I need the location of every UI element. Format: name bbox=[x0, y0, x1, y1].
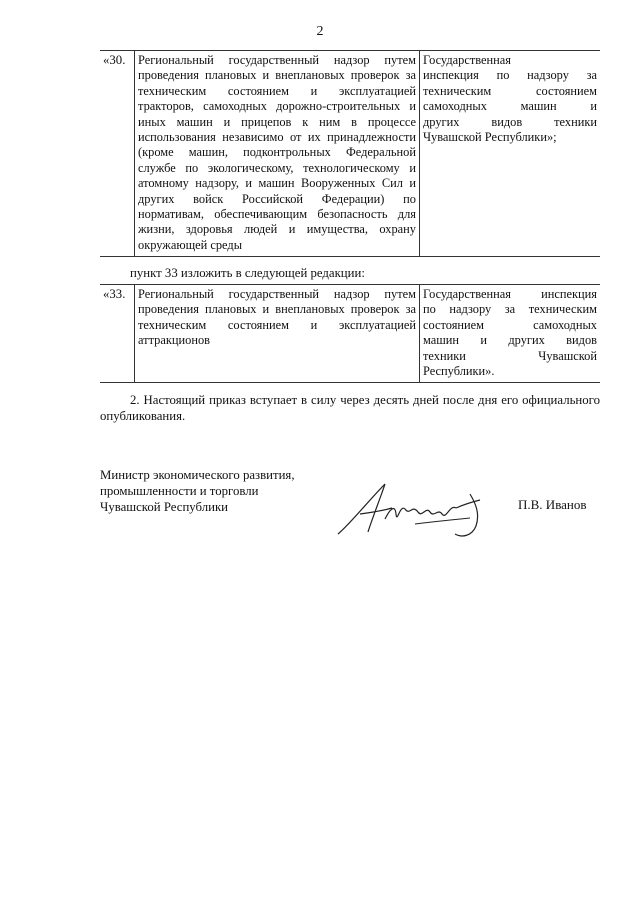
text-line: Государственная инспекция bbox=[423, 287, 597, 301]
text-line: проведения плановых и внеплановых проверок за bbox=[138, 68, 416, 83]
supervision-description bbox=[135, 285, 420, 383]
responsible-authority bbox=[420, 285, 601, 383]
item-number: «30. bbox=[100, 51, 135, 257]
text-line: аттракционов bbox=[138, 333, 211, 348]
text-line: проведения плановых и внеплановых проверок за bbox=[138, 302, 416, 317]
signer-name: П.В. Иванов bbox=[518, 497, 587, 512]
text-line: техническим состоянием bbox=[423, 83, 597, 98]
text-line: самоходных машин и bbox=[423, 99, 597, 114]
text-line: техническим состоянием и эксплуатацией bbox=[138, 317, 416, 332]
paragraph-line: опубликования. bbox=[100, 409, 186, 423]
handwritten-signature bbox=[330, 474, 510, 544]
text-line: техники Чувашской bbox=[423, 348, 597, 363]
title-line: Министр экономического развития, bbox=[100, 468, 295, 482]
text-line: Республики». bbox=[423, 364, 495, 379]
text-line: жизни, здоровья людей и имущества, охрану bbox=[138, 222, 416, 237]
title-line: промышленности и торговли bbox=[100, 484, 259, 498]
page-number: 2 bbox=[316, 24, 324, 39]
text-line: инспекция по надзору за bbox=[423, 68, 597, 83]
responsible-authority bbox=[420, 51, 601, 257]
text-line: окружающей среды bbox=[138, 237, 243, 252]
text-line: Региональный государственный надзор путем bbox=[138, 53, 416, 67]
text-line: машин и других видов bbox=[423, 333, 597, 348]
signatory-title bbox=[100, 467, 295, 515]
text-line: Чувашской Республики»; bbox=[423, 130, 557, 145]
text-line: других войск Российской Федерации) по bbox=[138, 191, 416, 206]
intro-text: пункт 33 изложить в следующей редакции: bbox=[130, 266, 365, 280]
text-line: использования независимо от их принадлежности bbox=[138, 130, 416, 145]
text-line: других видов техники bbox=[423, 114, 597, 129]
supervision-description bbox=[135, 51, 420, 257]
text-line: состоянием самоходных bbox=[423, 317, 597, 332]
title-line: Чувашской Республики bbox=[100, 500, 229, 514]
text-line: Региональный государственный надзор путем bbox=[138, 287, 416, 301]
text-line: иных машин и прицепов к ним в процессе bbox=[138, 114, 416, 129]
text-line: Государственная bbox=[423, 53, 511, 67]
text-line: нормативам, обеспечивающим безопасность для bbox=[138, 207, 416, 222]
text-line: службе по экологическому, технологическому и bbox=[138, 160, 416, 175]
table-row bbox=[100, 285, 600, 383]
text-line: атомному надзору, и машин Вооруженных Сил и bbox=[138, 176, 416, 191]
effective-date-paragraph bbox=[100, 392, 600, 424]
paragraph-line: 2. Настоящий приказ вступает в силу через десять дней после дня его официального bbox=[130, 393, 600, 407]
text-line: по надзору за техническим bbox=[423, 302, 597, 317]
text-line: техническим состоянием и эксплуатацией bbox=[138, 83, 416, 98]
table-row bbox=[100, 51, 600, 257]
item-number: «33. bbox=[100, 285, 135, 383]
text-line: тракторов, самоходных дорожно-строительных и bbox=[138, 99, 416, 114]
amendment-table-30 bbox=[100, 50, 600, 257]
text-line: (кроме машин, подконтрольных Федеральной bbox=[138, 145, 416, 160]
amendment-table-33 bbox=[100, 284, 600, 383]
